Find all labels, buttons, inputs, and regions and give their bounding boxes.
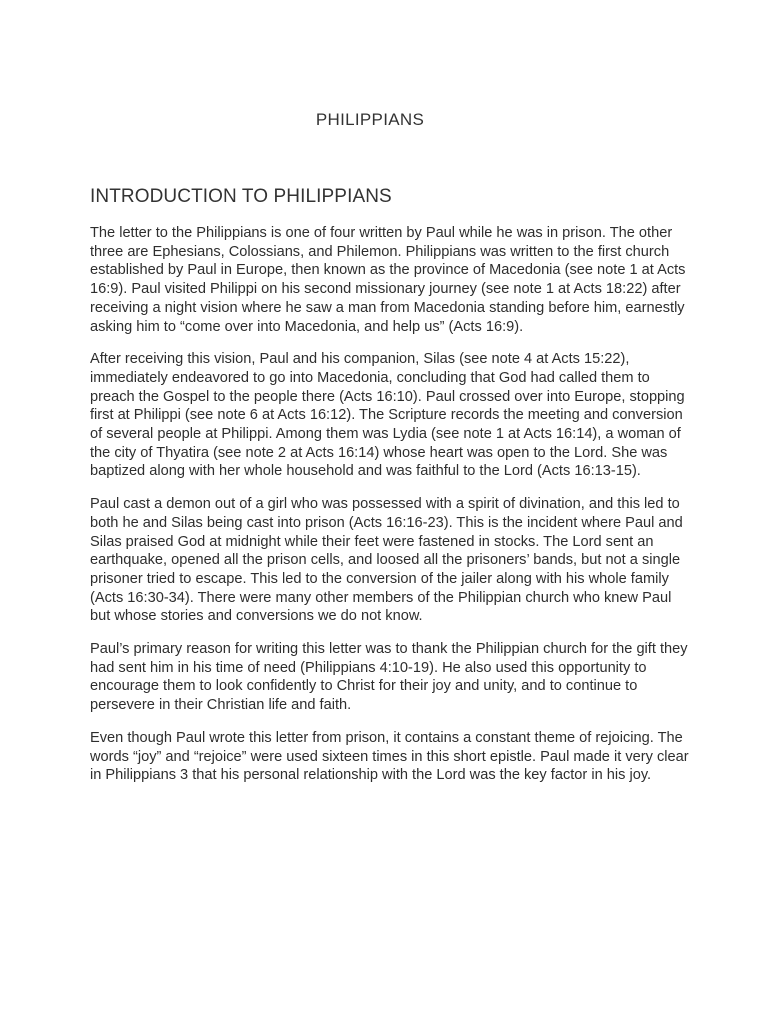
document-title: PHILIPPIANS [315, 110, 425, 129]
body-paragraph: Paul’s primary reason for writing this letter was to thank the Philippian church for the gift they had sent him in his time of need (Philippians 4:10-19). He also used this opportunity to encourage them to look confidently to Christ for their joy and unity, and to continue to persevere in their Christian life and faith. [90, 641, 688, 714]
body-paragraph: Paul cast a demon out of a girl who was possessed with a spirit of divination, and this led to both he and Silas being cast into prison (Acts 16:16-23). This is the incident where Paul and Silas praised God at midnight while their feet were fastened in stocks. The Lord sent an earthquake, opened all the prison cells, and loosed all the prisoners’ bands, but not a single prisoner tried to escape. This led to the conversion of the jailer along with his whole family (Acts 16:30-34). There were many other members of the Philippian church who knew Paul but whose stories and conversions we do not know. [90, 496, 683, 625]
section-heading: INTRODUCTION TO PHILIPPIANS [90, 186, 392, 207]
body-paragraph: Even though Paul wrote this letter from prison, it contains a constant theme of rejoicing. The words “joy” and “rejoice” were used sixteen times in this short epistle. Paul made it very clear in Philippians 3 that his personal relationship with the Lord was the key factor in his joy. [90, 729, 689, 784]
body-paragraph: The letter to the Philippians is one of four written by Paul while he was in prison. The other three are Ephesians, Colossians, and Philemon. Philippians was written to the first church established by Paul in Europe, then known as the province of Macedonia (see note 1 at Acts 16:9). Paul visited Philippi on his second missionary journey (see note 1 at Acts 18:22) after receiving a night vision where he saw a man from Macedonia standing before him, earnestly asking him to “come over into Macedonia, and help us” (Acts 16:9). [90, 225, 686, 335]
body-paragraph: After receiving this vision, Paul and his companion, Silas (see note 4 at Acts 15:22), immediately endeavored to go into Macedonia, concluding that God had called them to preach the Gospel to the people there (Acts 16:10). Paul crossed over into Europe, stopping first at Philippi (see note 6 at Acts 16:12). The Scripture records the meeting and conversion of several people at Philippi. Among them was Lydia (see note 1 at Acts 16:14), a woman of the city of Thyatira (see note 2 at Acts 16:14) whose heart was open to the Lord. She was baptized along with her whole household and was faithful to the Lord (Acts 16:13-15). [90, 351, 685, 480]
document-body [90, 224, 690, 799]
